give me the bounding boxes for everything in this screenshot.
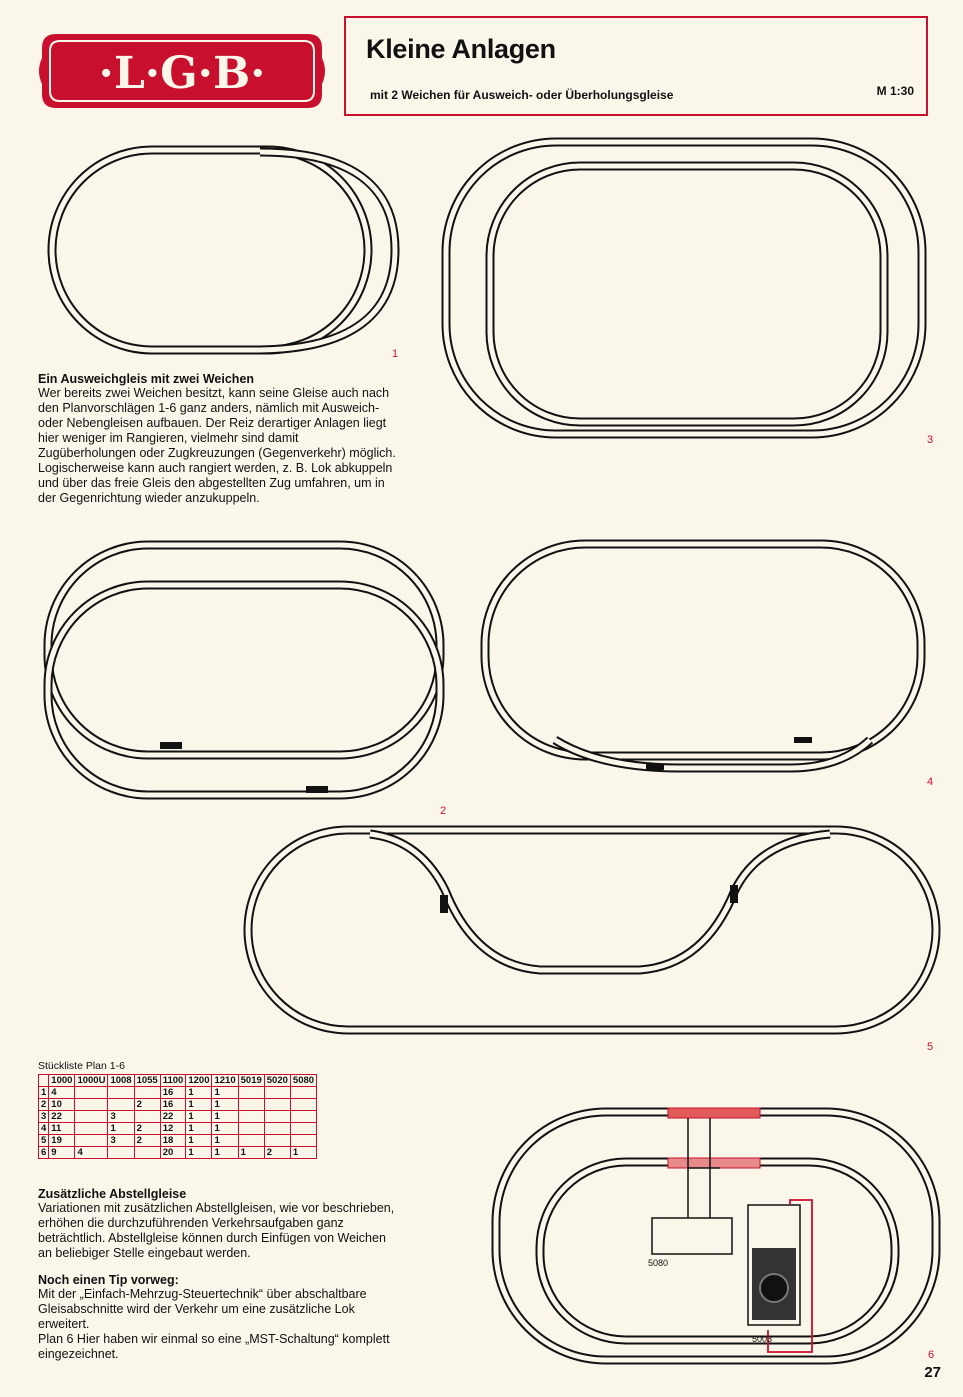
plan-3-number: 3	[927, 434, 934, 446]
table-cell	[75, 1099, 108, 1111]
table-cell: 1	[212, 1147, 238, 1159]
table-cell: 16	[160, 1099, 186, 1111]
plan-6-number: 6	[928, 1349, 935, 1361]
table-cell	[134, 1111, 160, 1123]
table-cell	[75, 1111, 108, 1123]
table-cell: 2	[264, 1147, 290, 1159]
table-cell	[238, 1087, 264, 1099]
table-cell: 1	[212, 1111, 238, 1123]
table-cell: 1	[108, 1123, 134, 1135]
plan-3-track	[446, 142, 922, 434]
module-5003-label: 5003	[752, 1334, 773, 1344]
table-cell	[238, 1135, 264, 1147]
plan-4-track	[485, 544, 921, 770]
table-cell: 5	[39, 1135, 49, 1147]
table-cell: 12	[160, 1123, 186, 1135]
table-cell: 6	[39, 1147, 49, 1159]
table-cell	[290, 1123, 316, 1135]
table-cell	[75, 1135, 108, 1147]
table-header: 5020	[264, 1075, 290, 1087]
table-cell	[238, 1099, 264, 1111]
intro-section	[38, 372, 398, 506]
logo-text: ·L·G·B·	[98, 48, 266, 99]
table-cell	[75, 1087, 108, 1099]
table-cell	[134, 1087, 160, 1099]
table-cell	[290, 1099, 316, 1111]
table-cell: 11	[49, 1123, 75, 1135]
table-cell: 22	[160, 1111, 186, 1123]
table-cell	[264, 1135, 290, 1147]
table-header: 1008	[108, 1075, 134, 1087]
table-cell	[238, 1123, 264, 1135]
page-number: 27	[924, 1364, 941, 1381]
table-cell: 2	[134, 1123, 160, 1135]
table-header: 1000	[49, 1075, 75, 1087]
table-cell: 10	[49, 1099, 75, 1111]
module-5080-label: 5080	[648, 1258, 669, 1268]
table-cell	[75, 1123, 108, 1135]
table-cell	[290, 1087, 316, 1099]
table-cell: 1	[212, 1087, 238, 1099]
table-row	[39, 1087, 317, 1099]
table-cell: 1	[186, 1147, 212, 1159]
plan-5-number: 5	[927, 1041, 934, 1053]
table-cell: 16	[160, 1087, 186, 1099]
page-subtitle: mit 2 Weichen für Ausweich- oder Überholungsgleise	[370, 88, 674, 102]
table-cell: 9	[49, 1147, 75, 1159]
table-header: 1000U	[75, 1075, 108, 1087]
extra-section	[38, 1187, 398, 1362]
parts-caption: Stückliste Plan 1-6	[38, 1060, 125, 1072]
table-cell: 1	[186, 1111, 212, 1123]
plan-2-number: 2	[440, 805, 447, 817]
table-header: 5019	[238, 1075, 264, 1087]
extra-body-2: Mit der „Einfach-Mehrzug-Steuertechnik“ über abschaltbare Gleisabschnitte wird der Verkehr um eine zusätzliche Lok erweitert.	[38, 1287, 367, 1331]
extra-body-1: Variationen mit zusätzlichen Abstellgleisen, wie vor beschrieben, erhöhen die durchzuführenden Verkehrsaufgaben ganz beträchtlich. Abstellgleise können durch Einfügen von Weichen an beliebiger Stelle eingebaut werden.	[38, 1201, 395, 1260]
intro-body: Wer bereits zwei Weichen besitzt, kann seine Gleise auch nach den Planvorschlägen 1-6 ganz anders, nämlich mit Ausweich- oder Nebengleisen aufbauen. Der Reiz derartiger Anlagen liegt hier weniger im Rangieren, vielmehr sind damit Zugüberholungen oder Zugkreuzungen (Gegenverkehr) möglich. Logischerweise kann auch rangiert werden, z. B. Lok abkuppeln und über das freie Gleis den abgestellten Zug umfahren, um in der Gegenrichtung wieder anzukuppeln.	[38, 386, 396, 505]
table-cell: 18	[160, 1135, 186, 1147]
table-cell: 4	[39, 1123, 49, 1135]
table-cell: 3	[108, 1111, 134, 1123]
table-cell: 1	[186, 1099, 212, 1111]
plan-1-number: 1	[392, 348, 399, 360]
table-cell: 1	[39, 1087, 49, 1099]
table-cell: 2	[39, 1099, 49, 1111]
extra-heading-2: Noch einen Tip vorweg:	[38, 1273, 179, 1287]
table-cell: 1	[186, 1123, 212, 1135]
extra-heading-1: Zusätzliche Abstellgleise	[38, 1187, 187, 1201]
parts-table	[38, 1074, 317, 1159]
table-cell	[238, 1111, 264, 1123]
table-cell: 1	[186, 1135, 212, 1147]
page-title: Kleine Anlagen	[366, 34, 556, 64]
table-cell: 1	[212, 1099, 238, 1111]
table-header: 1055	[134, 1075, 160, 1087]
table-row	[39, 1123, 317, 1135]
table-cell	[290, 1111, 316, 1123]
table-cell	[264, 1123, 290, 1135]
table-cell: 4	[75, 1147, 108, 1159]
table-row	[39, 1099, 317, 1111]
plan-1-track	[52, 150, 395, 350]
table-header: 1200	[186, 1075, 212, 1087]
table-cell: 1	[212, 1135, 238, 1147]
table-cell	[108, 1099, 134, 1111]
table-cell: 22	[49, 1111, 75, 1123]
table-cell: 1	[238, 1147, 264, 1159]
table-cell	[264, 1099, 290, 1111]
table-cell: 1	[212, 1123, 238, 1135]
table-row	[39, 1135, 317, 1147]
parts-list	[38, 1060, 410, 1159]
table-cell: 3	[108, 1135, 134, 1147]
table-header: 5080	[290, 1075, 316, 1087]
extra-body-3: Plan 6 Hier haben wir einmal so eine „MST-Schaltung“ komplett eingezeichnet.	[38, 1332, 390, 1361]
table-cell	[264, 1111, 290, 1123]
table-cell	[134, 1147, 160, 1159]
table-cell: 2	[134, 1135, 160, 1147]
table-cell: 4	[49, 1087, 75, 1099]
plan-6-track	[496, 1108, 936, 1360]
plan-4-number: 4	[927, 776, 934, 788]
table-header	[39, 1075, 49, 1087]
table-row	[39, 1111, 317, 1123]
table-cell: 20	[160, 1147, 186, 1159]
table-header-row	[39, 1075, 317, 1087]
table-cell	[264, 1087, 290, 1099]
table-cell: 1	[186, 1087, 212, 1099]
intro-heading: Ein Ausweichgleis mit zwei Weichen	[38, 372, 255, 386]
scale-label: M 1:30	[876, 84, 914, 98]
table-cell	[290, 1135, 316, 1147]
table-cell: 3	[39, 1111, 49, 1123]
table-header: 1210	[212, 1075, 238, 1087]
table-cell: 19	[49, 1135, 75, 1147]
table-cell	[108, 1147, 134, 1159]
table-cell	[108, 1087, 134, 1099]
table-header: 1100	[160, 1075, 186, 1087]
plan-5-track	[248, 830, 936, 1030]
plan-2-track	[48, 545, 440, 795]
table-cell: 2	[134, 1099, 160, 1111]
table-cell: 1	[290, 1147, 316, 1159]
table-row	[39, 1147, 317, 1159]
